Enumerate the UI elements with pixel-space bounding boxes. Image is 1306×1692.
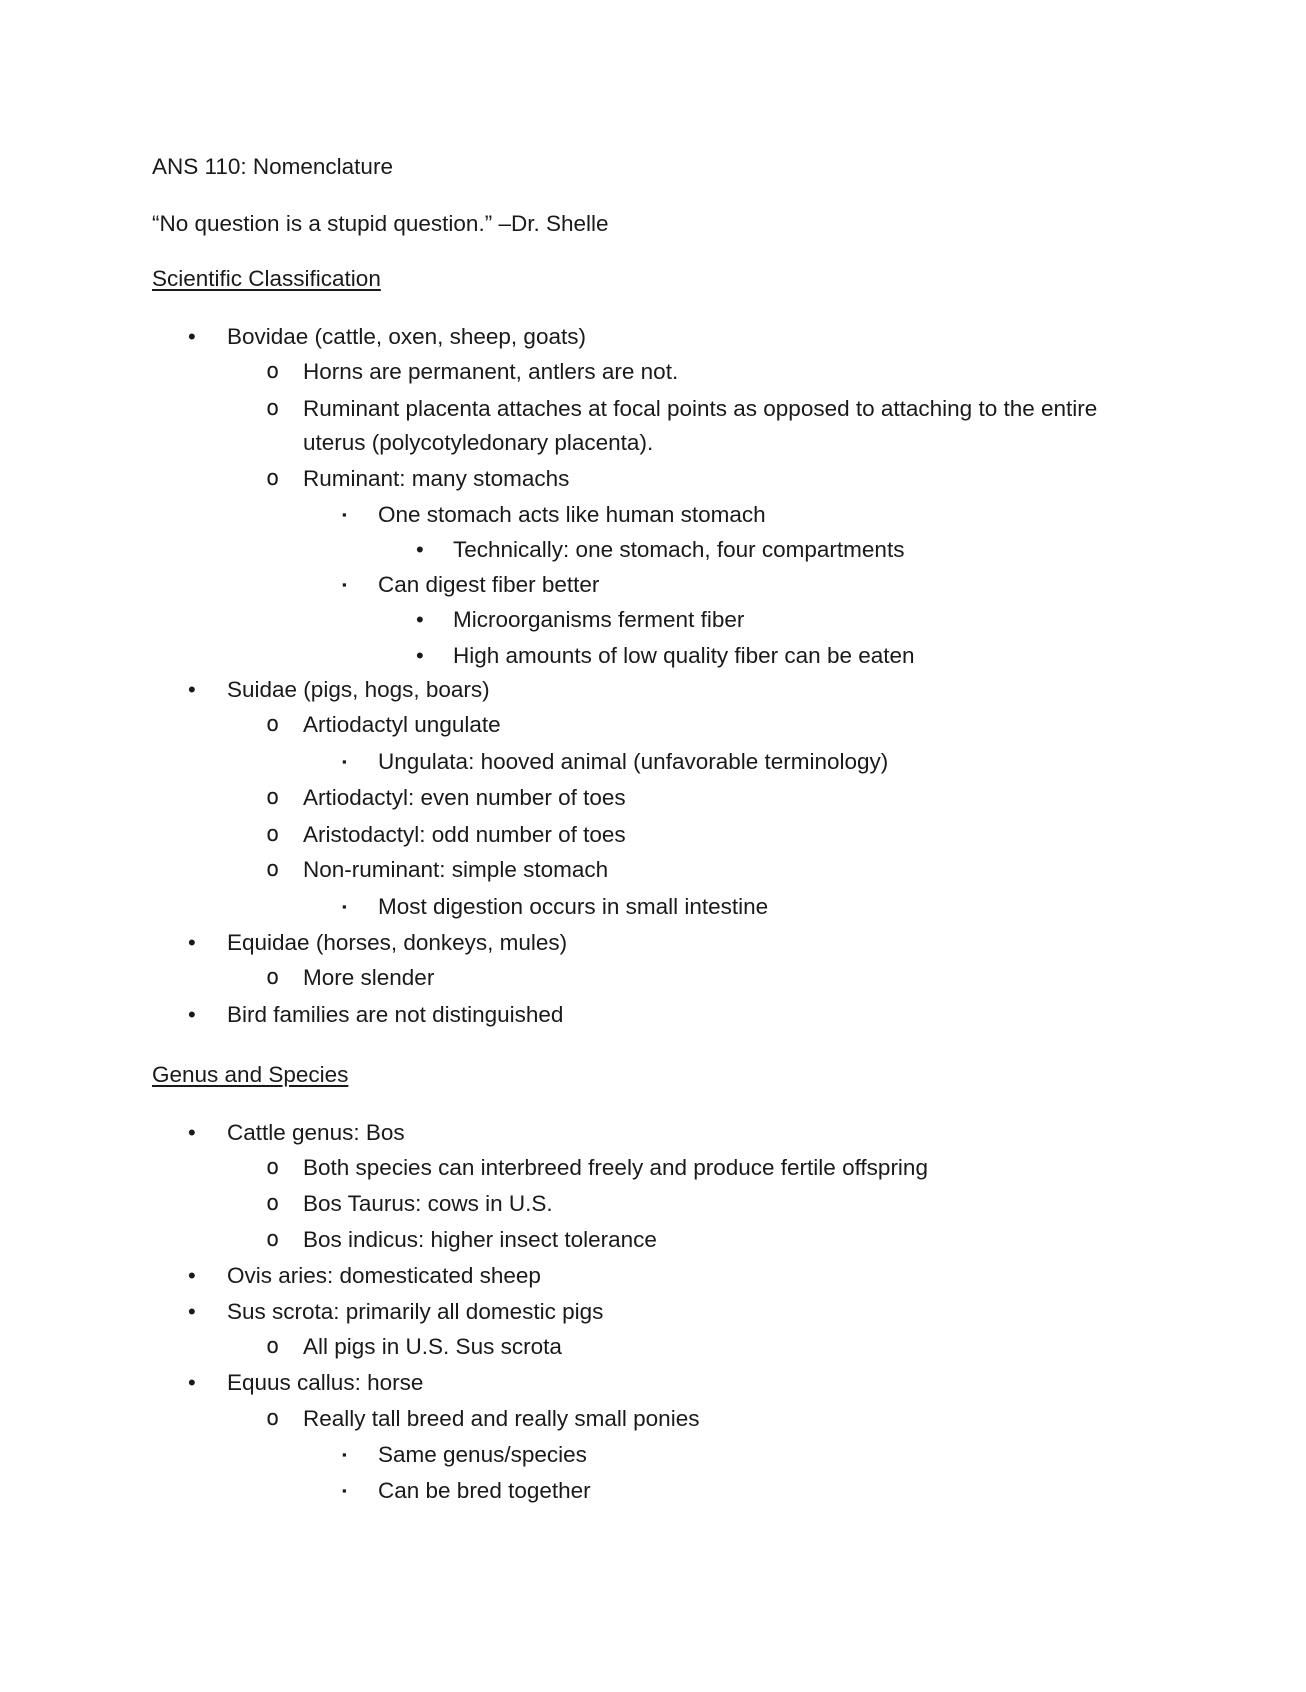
circle-marker: o [266,1227,280,1252]
square-marker: ▪ [342,577,347,592]
list-item: Aristodactyl: odd number of toes [303,822,626,847]
list-item: Bird families are not distinguished [227,1002,564,1027]
bullet-marker: • [188,930,196,955]
list-item: Non-ruminant: simple stomach [303,857,609,882]
circle-marker: o [266,965,280,990]
circle-marker: o [266,466,280,491]
bullet-marker: • [416,537,424,562]
quote-line: “No question is a stupid question.” –Dr. Shelle [152,211,609,236]
circle-marker: o [266,785,280,810]
list-item: Both species can interbreed freely and produce fertile offspring [303,1155,928,1180]
list-item: Artiodactyl ungulate [303,712,501,737]
list-item: Ruminant placenta attaches at focal points as opposed to attaching to the entire [303,396,1098,421]
document-title: ANS 110: Nomenclature [152,154,393,179]
bullet-marker: • [188,1002,196,1027]
list-item: Bos indicus: higher insect tolerance [303,1227,657,1252]
bullet-marker: • [188,1120,196,1145]
circle-marker: o [266,359,280,384]
square-marker: ▪ [342,507,347,522]
list-item: Sus scrota: primarily all domestic pigs [227,1299,604,1324]
list-item-continuation: uterus (polycotyledonary placenta). [303,430,654,455]
square-marker: ▪ [342,754,347,769]
list-item: Ungulata: hooved animal (unfavorable terminology) [378,749,889,774]
list-item: High amounts of low quality fiber can be eaten [453,643,915,668]
list-item: Ovis aries: domesticated sheep [227,1263,541,1288]
list-item: All pigs in U.S. Sus scrota [303,1334,562,1359]
bullet-marker: • [188,1299,196,1324]
square-marker: ▪ [342,1483,347,1498]
bullet-marker: • [188,1370,196,1395]
square-marker: ▪ [342,1447,347,1462]
circle-marker: o [266,1334,280,1359]
section-heading-genus-and-species: Genus and Species [152,1062,349,1087]
section-heading-scientific-classification: Scientific Classification [152,266,381,291]
circle-marker: o [266,857,280,882]
square-marker: ▪ [342,899,347,914]
list-item: Bos Taurus: cows in U.S. [303,1191,553,1216]
circle-marker: o [266,1406,280,1431]
list-item: Microorganisms ferment fiber [453,607,745,632]
bullet-marker: • [188,677,196,702]
list-item: Horns are permanent, antlers are not. [303,359,679,384]
list-item: Bovidae (cattle, oxen, sheep, goats) [227,324,586,349]
bullet-marker: • [416,607,424,632]
circle-marker: o [266,1191,280,1216]
bullet-marker: • [416,643,424,668]
list-item: Cattle genus: Bos [227,1120,405,1145]
list-item: Really tall breed and really small ponies [303,1406,700,1431]
list-item: Same genus/species [378,1442,587,1467]
list-item: Equus callus: horse [227,1370,424,1395]
list-item: One stomach acts like human stomach [378,502,766,527]
list-item: Can be bred together [378,1478,591,1503]
circle-marker: o [266,822,280,847]
circle-marker: o [266,712,280,737]
list-item: More slender [303,965,435,990]
list-item: Equidae (horses, donkeys, mules) [227,930,568,955]
list-item: Technically: one stomach, four compartments [453,537,905,562]
list-item: Can digest fiber better [378,572,600,597]
list-item: Most digestion occurs in small intestine [378,894,769,919]
circle-marker: o [266,396,280,421]
bullet-marker: • [188,1263,196,1288]
list-item: Artiodactyl: even number of toes [303,785,626,810]
bullet-marker: • [188,324,196,349]
list-item: Ruminant: many stomachs [303,466,570,491]
list-item: Suidae (pigs, hogs, boars) [227,677,490,702]
circle-marker: o [266,1155,280,1180]
